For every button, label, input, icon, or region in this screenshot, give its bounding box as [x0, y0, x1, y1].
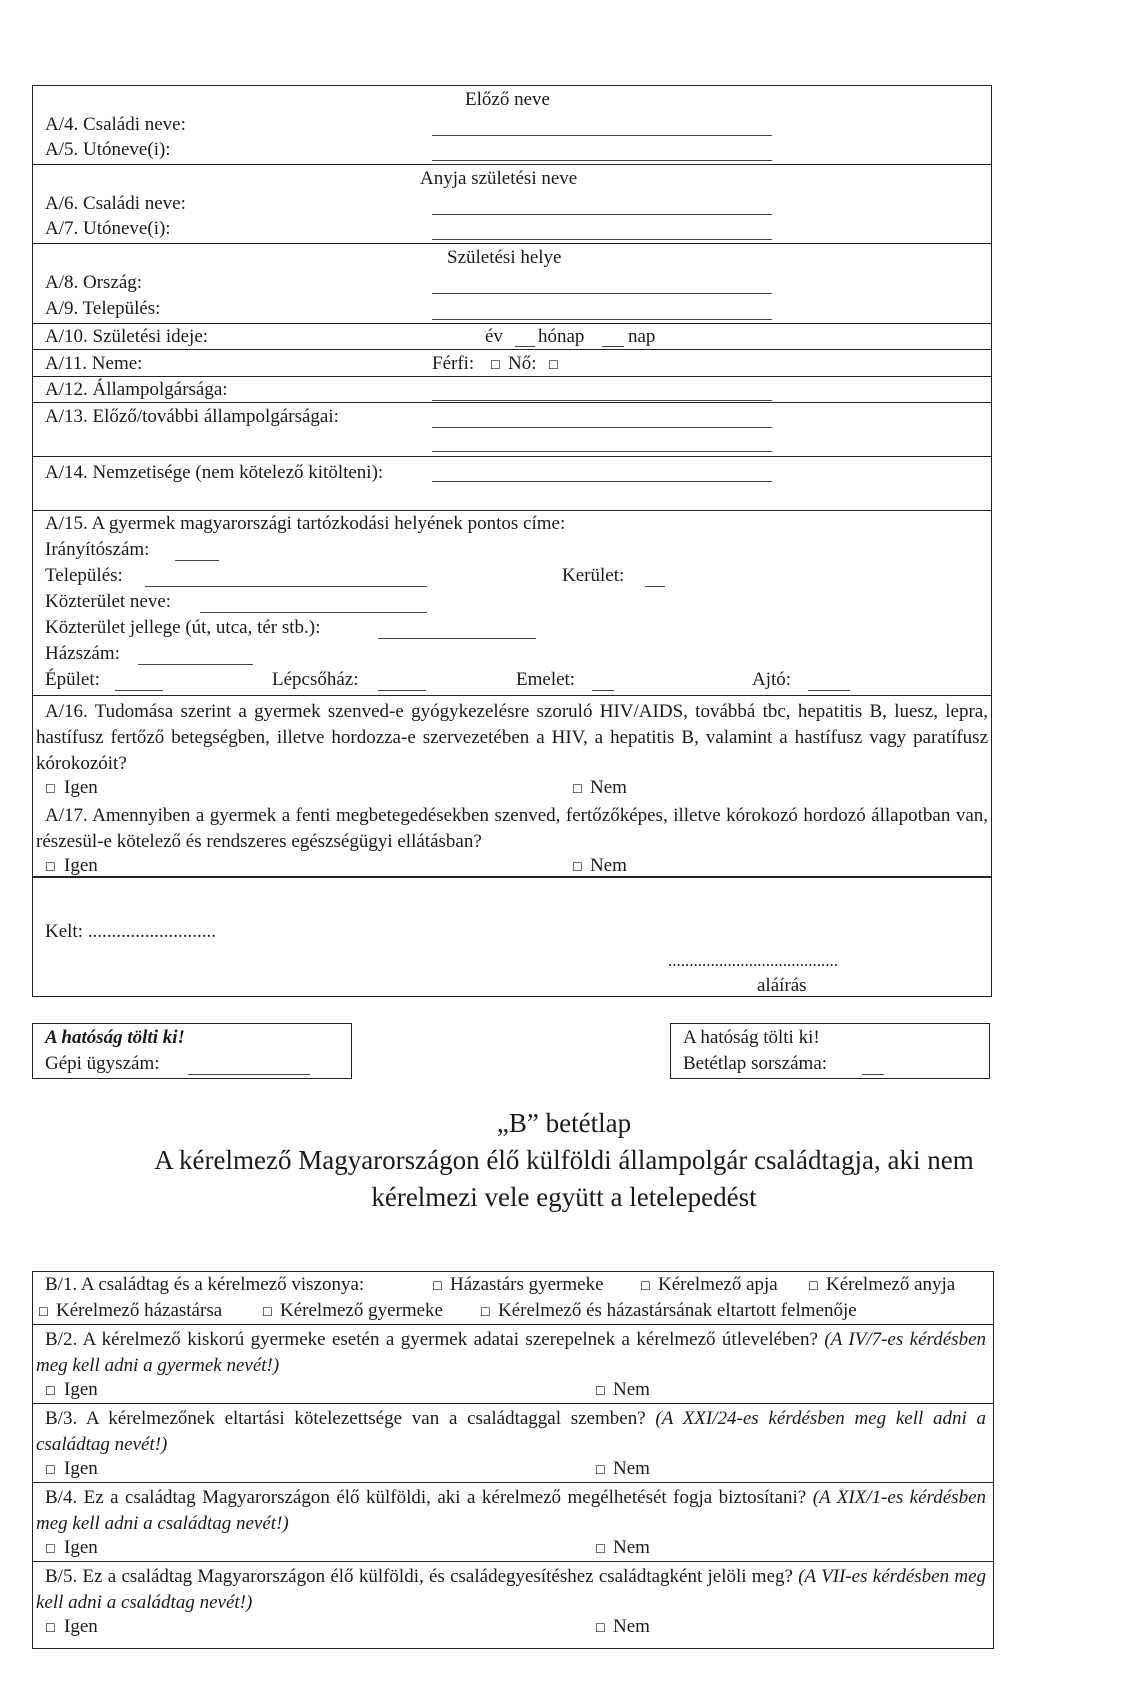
mother-given-name-field[interactable] — [432, 239, 772, 240]
mother-family-name-label: A/6. Családi neve: — [45, 193, 186, 214]
q16-yes-checkbox[interactable]: ☐ — [45, 782, 56, 796]
row-divider — [32, 1561, 994, 1562]
q17-yes-checkbox[interactable]: ☐ — [45, 860, 56, 874]
b2-yes-checkbox[interactable]: ☐ — [45, 1384, 56, 1398]
b4-text: B/4. Ez a családtag Magyarországon élő külföldi, aki a kérelmező megélhetését fogja biztosítani? — [45, 1487, 807, 1508]
b2-note: (A IV/7-es kérdésben meg kell adni a gyermek nevét!) — [36, 1329, 987, 1376]
b1-opt3-label: Kérelmező anyja — [826, 1274, 956, 1295]
b2-no-label: Nem — [613, 1379, 650, 1400]
mother-family-name-field[interactable] — [432, 214, 772, 215]
b1-opt2-checkbox[interactable]: ☐ — [640, 1279, 651, 1293]
street-name-label: Közterület neve: — [45, 591, 172, 612]
b2-question — [36, 1327, 986, 1379]
prev-name-heading: Előző neve — [465, 89, 550, 110]
b5-yes-checkbox[interactable]: ☐ — [45, 1621, 56, 1635]
sheet-number-label: Betétlap sorszáma: — [683, 1053, 828, 1074]
b4-no-label: Nem — [613, 1537, 650, 1558]
b3-note: (A XXI/24-es kérdésben meg kell adni a családtag nevét!) — [36, 1408, 986, 1455]
row-divider — [32, 456, 992, 457]
female-label: Nő: — [508, 353, 537, 374]
row-divider — [32, 402, 992, 403]
sheet-number-field[interactable] — [862, 1074, 884, 1075]
b3-yes-label: Igen — [64, 1458, 98, 1479]
other-citizenships-field-2[interactable] — [432, 451, 772, 452]
birth-year-field[interactable] — [515, 346, 535, 347]
b1-opt6-checkbox[interactable]: ☐ — [480, 1305, 491, 1319]
prev-family-name-label: A/4. Családi neve: — [45, 114, 186, 135]
citizenship-field[interactable] — [432, 400, 772, 401]
other-citizenships-field[interactable] — [432, 427, 772, 428]
q16-yes-label: Igen — [64, 777, 98, 798]
b1-opt4-checkbox[interactable]: ☐ — [38, 1305, 49, 1319]
birth-settlement-field[interactable] — [432, 319, 772, 320]
b3-yes-checkbox[interactable]: ☐ — [45, 1463, 56, 1477]
street-type-field[interactable] — [378, 638, 536, 639]
b5-no-label: Nem — [613, 1616, 650, 1637]
mother-name-heading: Anyja születési neve — [420, 168, 578, 189]
settlement-label: Település: — [45, 565, 123, 586]
district-label: Kerület: — [562, 565, 625, 586]
row-divider — [32, 164, 992, 165]
b1-opt1-label: Házastárs gyermeke — [450, 1274, 604, 1295]
b5-question — [36, 1564, 986, 1616]
zip-field[interactable] — [175, 560, 219, 561]
door-label: Ajtó: — [752, 669, 792, 690]
row-divider — [32, 695, 992, 696]
birth-date-label: A/10. Születési ideje: — [45, 326, 209, 347]
b2-text: B/2. A kérelmező kiskorú gyermeke esetén a gyermek adatai szerepelnek a kérelmező útlevelében? — [45, 1329, 818, 1350]
other-citizenships-label: A/13. Előző/további állampolgárságai: — [45, 406, 339, 427]
b1-opt5-label: Kérelmező gyermeke — [280, 1300, 443, 1321]
district-field[interactable] — [645, 586, 665, 587]
row-divider — [32, 349, 992, 350]
birth-day-label: nap — [628, 326, 656, 347]
b4-yes-checkbox[interactable]: ☐ — [45, 1542, 56, 1556]
door-field[interactable] — [808, 690, 850, 691]
b5-note: (A VII-es kérdésben meg kell adni a családtag nevét!) — [36, 1566, 986, 1613]
birth-month-label: hónap — [538, 326, 585, 347]
row-divider — [32, 1403, 994, 1404]
sheet-b-title: „B” betétlap — [496, 1108, 632, 1138]
b3-question — [36, 1406, 986, 1458]
q17-no-checkbox[interactable]: ☐ — [572, 860, 583, 874]
q17-text: A/17. Amennyiben a gyermek a fenti megbetegedésekben szenved, fertőzőképes, illetve kórokozó hordozó állapotban van, részesül-e kötelező és rendszeres egészségügyi ellátásban? — [36, 805, 988, 852]
row-divider — [32, 510, 992, 511]
b3-no-checkbox[interactable]: ☐ — [595, 1463, 606, 1477]
sex-label: A/11. Neme: — [45, 353, 143, 374]
nationality-label: A/14. Nemzetisége (nem kötelező kitölteni): — [45, 462, 384, 483]
q16-no-checkbox[interactable]: ☐ — [572, 782, 583, 796]
building-field[interactable] — [115, 690, 163, 691]
signature-label: aláírás — [757, 975, 807, 996]
dated-field[interactable]: Kelt: ........................... — [45, 921, 216, 942]
mother-given-name-label: A/7. Utóneve(i): — [45, 218, 171, 239]
b4-yes-label: Igen — [64, 1537, 98, 1558]
b5-no-checkbox[interactable]: ☐ — [595, 1621, 606, 1635]
b4-note: (A XIX/1-es kérdésben meg kell adni a családtag nevét!) — [36, 1487, 986, 1534]
address-heading: A/15. A gyermek magyarországi tartózkodási helyének pontos címe: — [45, 513, 566, 534]
settlement-field[interactable] — [145, 586, 427, 587]
case-number-field[interactable] — [188, 1074, 310, 1075]
staircase-label: Lépcsőház: — [272, 669, 359, 690]
case-number-label: Gépi ügyszám: — [45, 1053, 160, 1074]
signature-line[interactable]: ........................................ — [668, 951, 838, 970]
b3-text: B/3. A kérelmezőnek eltartási kötelezettsége van a családtaggal szemben? — [45, 1408, 646, 1429]
b4-question — [36, 1485, 986, 1537]
q17-yes-label: Igen — [64, 855, 98, 876]
b1-opt1-checkbox[interactable]: ☐ — [432, 1279, 443, 1293]
floor-field[interactable] — [592, 690, 614, 691]
birth-country-field[interactable] — [432, 293, 772, 294]
house-number-field[interactable] — [138, 664, 253, 665]
birth-country-label: A/8. Ország: — [45, 272, 143, 293]
sheet-b-subtitle-line2: kérelmezi vele együtt a letelepedést — [371, 1182, 757, 1212]
b1-opt2-label: Kérelmező apja — [658, 1274, 778, 1295]
q16-text: A/16. Tudomása szerint a gyermek szenved-e gyógykezelésre szoruló HIV/AIDS, továbbá tbc, hepatitis B, luesz, lepra, hastífusz fertőző betegségben, illetve hordozza-e szervezetében a HIV, a hepatitis B, valamint a hastífusz vagy paratífusz kórokozóit? — [36, 701, 988, 774]
floor-label: Emelet: — [516, 669, 576, 690]
street-name-field[interactable] — [200, 612, 427, 613]
b1-opt5-checkbox[interactable]: ☐ — [262, 1305, 273, 1319]
staircase-field[interactable] — [378, 690, 426, 691]
b3-no-label: Nem — [613, 1458, 650, 1479]
female-checkbox[interactable]: ☐ — [548, 358, 559, 372]
street-type-label: Közterület jellege (út, utca, tér stb.): — [45, 617, 321, 638]
male-label: Férfi: — [432, 353, 475, 374]
sheet-b-subtitle-line1: A kérelmező Magyarországon élő külföldi állampolgár családtagja, aki nem — [154, 1145, 974, 1175]
zip-label: Irányítószám: — [45, 539, 150, 560]
house-number-label: Házszám: — [45, 643, 120, 664]
b1-label: B/1. A családtag és a kérelmező viszonya: — [45, 1274, 365, 1295]
row-divider — [32, 1482, 994, 1483]
q16-no-label: Nem — [590, 777, 627, 798]
prev-given-name-label: A/5. Utóneve(i): — [45, 139, 171, 160]
prev-given-name-field[interactable] — [432, 160, 772, 161]
citizenship-label: A/12. Állampolgársága: — [45, 379, 228, 400]
authority-left-title: A hatóság tölti ki! — [45, 1027, 185, 1048]
birth-place-heading: Születési helye — [447, 247, 562, 268]
row-divider — [32, 1324, 994, 1325]
b1-opt4-label: Kérelmező házastársa — [56, 1300, 223, 1321]
b2-no-checkbox[interactable]: ☐ — [595, 1384, 606, 1398]
b4-no-checkbox[interactable]: ☐ — [595, 1542, 606, 1556]
row-divider — [32, 323, 992, 324]
b1-opt3-checkbox[interactable]: ☐ — [808, 1279, 819, 1293]
b5-text: B/5. Ez a családtag Magyarországon élő külföldi, és családegyesítéshez családtagként jelöli meg? — [45, 1566, 793, 1587]
row-divider — [32, 376, 992, 377]
row-divider — [32, 243, 992, 244]
b1-opt6-label: Kérelmező és házastársának eltartott felmenője — [498, 1300, 857, 1321]
nationality-field[interactable] — [432, 481, 772, 482]
birth-month-field[interactable] — [602, 346, 624, 347]
birth-settlement-label: A/9. Település: — [45, 298, 161, 319]
building-label: Épület: — [45, 669, 100, 690]
prev-family-name-field[interactable] — [432, 135, 772, 136]
b5-yes-label: Igen — [64, 1616, 98, 1637]
authority-right-title: A hatóság tölti ki! — [683, 1027, 820, 1048]
q17-no-label: Nem — [590, 855, 627, 876]
male-checkbox[interactable]: ☐ — [490, 358, 501, 372]
b2-yes-label: Igen — [64, 1379, 98, 1400]
birth-year-label: év — [485, 326, 503, 347]
